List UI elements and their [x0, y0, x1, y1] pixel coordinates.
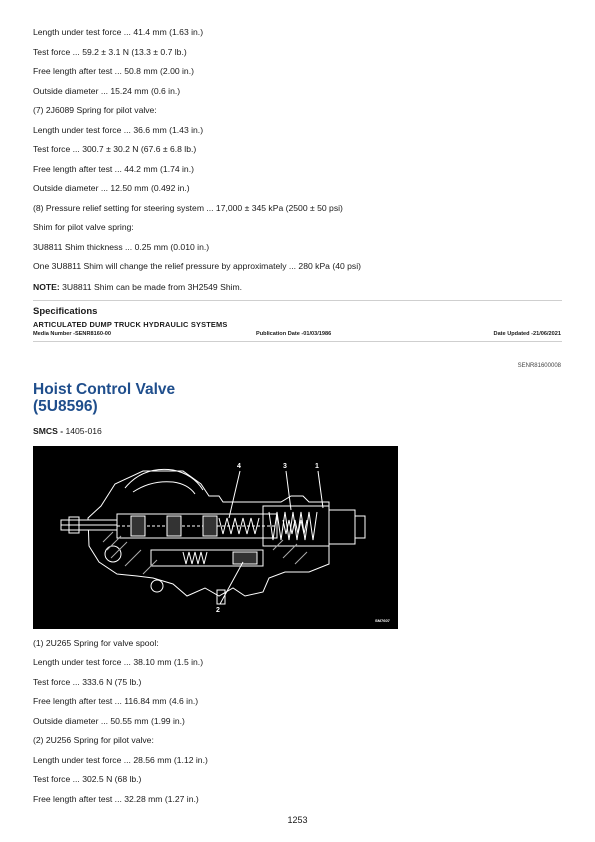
smcs-code — [33, 426, 102, 436]
callout-3: 3 — [283, 463, 287, 470]
spec-line: (8) Pressure relief setting for steering system ... 17,000 ± 345 kPa (2500 ± 50 psi) — [33, 203, 343, 213]
figure-id: SM7607 — [375, 618, 390, 623]
spec-line: (7) 2J6089 Spring for pilot valve: — [33, 105, 157, 115]
spec-line: Length under test force ... 28.56 mm (1.12 in.) — [33, 755, 208, 765]
page-title-line1: Hoist Control Valve — [33, 381, 176, 398]
spec-line: Length under test force ... 38.10 mm (1.5 in.) — [33, 657, 204, 667]
divider — [33, 341, 562, 342]
specs-subtitle: ARTICULATED DUMP TRUCK HYDRAULIC SYSTEMS — [33, 320, 228, 329]
spec-line: (1) 2U265 Spring for valve spool: — [33, 638, 159, 648]
spec-line: Free length after test ... 50.8 mm (2.00 in.) — [33, 66, 194, 76]
page-title-line2: (5U8596) — [33, 398, 98, 415]
spec-line: Test force ... 59.2 ± 3.1 N (13.3 ± 0.7 lb.) — [33, 47, 187, 57]
publication-date: Publication Date -01/03/1986 — [256, 331, 332, 337]
spec-line: Length under test force ... 41.4 mm (1.63 in.) — [33, 27, 204, 37]
spec-line: Outside diameter ... 12.50 mm (0.492 in.) — [33, 183, 190, 193]
specs-title: Specifications — [33, 306, 98, 317]
divider — [33, 300, 562, 301]
spec-line: Free length after test ... 32.28 mm (1.27 in.) — [33, 794, 199, 804]
callout-4: 4 — [237, 463, 241, 470]
spec-line: Outside diameter ... 50.55 mm (1.99 in.) — [33, 716, 185, 726]
spec-line: Free length after test ... 44.2 mm (1.74 in.) — [33, 164, 194, 174]
spec-line: Test force ... 302.5 N (68 lb.) — [33, 774, 142, 784]
page-title — [33, 381, 175, 415]
spec-line: Test force ... 333.6 N (75 lb.) — [33, 677, 142, 687]
note-text: 3U8811 Shim can be made from 3H2549 Shim. — [59, 282, 243, 292]
spec-line: Test force ... 300.7 ± 30.2 N (67.6 ± 6.8 lb.) — [33, 144, 197, 154]
valve-cross-section-illustration — [33, 446, 398, 629]
spec-line: One 3U8811 Shim will change the relief pressure by approximately ... 280 kPa (40 psi) — [33, 261, 362, 271]
smcs-value: 1405-016 — [63, 426, 102, 436]
spec-line: Free length after test ... 116.84 mm (4.6 in.) — [33, 696, 199, 706]
spec-line: Shim for pilot valve spring: — [33, 222, 134, 232]
page-number: 1253 — [287, 815, 308, 825]
document-id: SENR81600008 — [517, 363, 561, 369]
spec-line: (2) 2U256 Spring for pilot valve: — [33, 735, 154, 745]
valve-drawing — [33, 446, 398, 629]
spec-line: Outside diameter ... 15.24 mm (0.6 in.) — [33, 86, 181, 96]
note-line — [33, 282, 242, 293]
note-label: NOTE: — [33, 282, 60, 292]
smcs-label: SMCS - — [33, 426, 64, 436]
spec-line: 3U8811 Shim thickness ... 0.25 mm (0.010 in.) — [33, 242, 210, 252]
spec-line: Length under test force ... 36.6 mm (1.43 in.) — [33, 125, 204, 135]
callout-1: 1 — [315, 463, 319, 470]
callout-2: 2 — [216, 607, 220, 614]
date-updated: Date Updated -21/06/2021 — [493, 331, 561, 337]
media-number: Media Number -SENR8160-00 — [33, 331, 112, 337]
